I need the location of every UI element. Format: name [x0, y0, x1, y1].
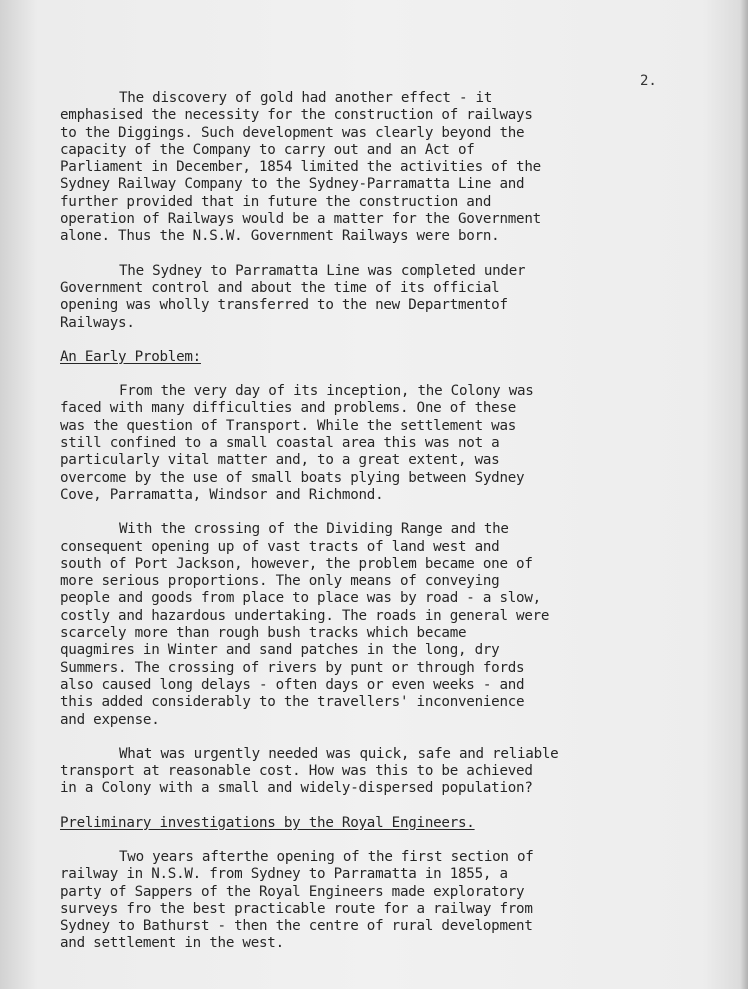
paragraph-dividing-range: With the crossing of the Dividing Range and the consequent opening up of vast tracts of land west and south of Port Jackson, however, the problem became one of more serious proportions. The only means of conveying people and goods from place to place was by road - a slow, costly and hazardous undertaking. The roads in general were scarcely more than rough bush tracks which became quagmires in Winter and sand patches in the long, dry Summers. The crossing of rivers by punt or through fords also caused long delays - often days or even weeks - and this added considerably to the travellers' inconvenience and expense. — [60, 521, 550, 728]
document-body — [60, 90, 660, 970]
page-number: 2. — [640, 73, 657, 89]
paragraph-parramatta-line: The Sydney to Parramatta Line was completed under Government control and about the time of its official opening was wholly transferred to the new Departmentof Railways. — [60, 262, 526, 331]
heading-royal-engineers: Preliminary investigations by the Royal Engineers. — [60, 814, 475, 831]
heading-early-problem: An Early Problem: — [60, 348, 201, 365]
paragraph-surveys: Two years afterthe opening of the first section of railway in N.S.W. from Sydney to Parramatta in 1855, a party of Sappers of the Royal Engineers made exploratory surveys fro the best practicable route for a railway from Sydney to Bathurst - then the centre of rural development and settlement in the west. — [60, 848, 534, 952]
paragraph-urgent-need: What was urgently needed was quick, safe and reliable transport at reasonable cost. How was this to be achieved in a Colony with a small and widely-dispersed population? — [60, 745, 559, 797]
paragraph-gold-discovery: The discovery of gold had another effect - it emphasised the necessity for the construction of railways to the Diggings. Such development was clearly beyond the capacity of the Company to carry out and an Act of Parliament in December, 1854 limited the activities of the Sydney Railway Company to the Sydney-Parramatta Line and further provided that in future the construction and operation of Railways would be a matter for the Government alone. Thus the N.S.W. Government Railways were born. — [60, 90, 541, 245]
page-edge-shadow — [740, 0, 748, 989]
paragraph-transport-problem: From the very day of its inception, the Colony was faced with many difficulties and problems. One of these was the question of Transport. While the settlement was still confined to a small coastal area this was not a particularly vital matter and, to a great extent, was overcome by the use of small boats plying between Sydney Cove, Parramatta, Windsor and Richmond. — [60, 383, 534, 503]
